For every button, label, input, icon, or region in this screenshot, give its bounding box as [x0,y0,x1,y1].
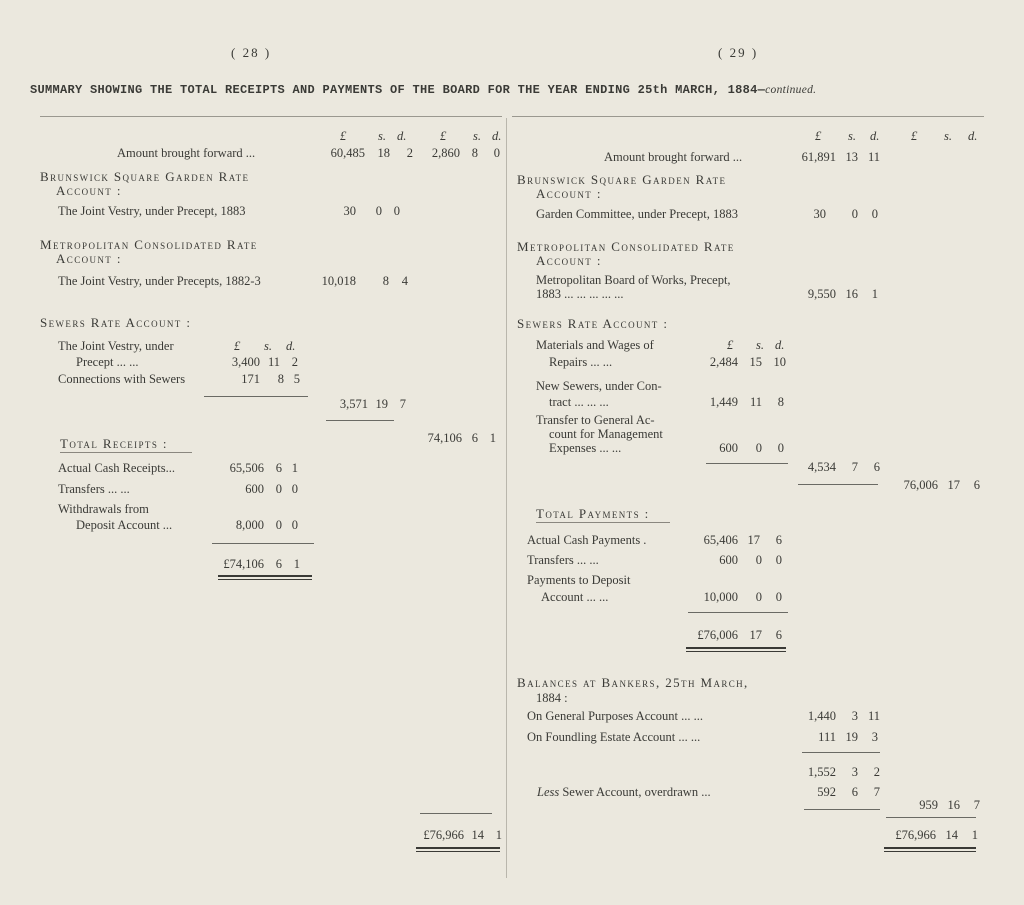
l-sew-l3-s: 8 [277,372,284,386]
r-bottom-total-amt: £76,966 [895,828,936,842]
r-sew-l5: Transfer to General Ac- [536,413,655,427]
l-sew-l2-d: 2 [291,355,298,369]
l-total-receipts-underline [60,452,192,453]
r-total-payments-heading: Total Payments : [536,506,650,521]
r-bal-amt-0: 1,440 [807,709,836,723]
l-sew-l2-amt: 3,400 [231,355,260,369]
l-tr-d-3: 0 [291,518,298,532]
l-head-d: d. [397,129,407,143]
r-sew-head-d: d. [775,338,785,352]
r-sew-head-s: s. [756,338,764,352]
r-bsg-d: 0 [871,207,878,221]
l-tr-s-3: 0 [275,518,282,532]
l-tr-s-1: 0 [275,482,282,496]
r-head-pound: £ [815,129,822,143]
r-sew-l4-s: 11 [749,395,762,409]
r-bal-sum-amt: 1,552 [807,765,836,779]
l-bf-amt: 60,485 [330,146,365,160]
l-bottom-double-rule-1 [416,847,500,849]
r-bsg-heading: Brunswick Square Garden Rate [517,172,727,187]
l-met-d: 4 [401,274,408,288]
l-bf-d2: 0 [493,146,500,160]
r-less-d: 7 [873,785,880,799]
r-tp-rule [688,612,788,613]
summary-title-text: SUMMARY SHOWING THE TOTAL RECEIPTS AND PAYMENTS OF THE BOARD FOR THE YEAR ENDING 25th MARCH, 1884— [30,83,766,97]
l-met-row-label: The Joint Vestry, under Precepts, 1882-3 [58,274,261,288]
l-sew-total-d: 7 [399,397,406,411]
l-sew-head-s: s. [264,339,272,353]
r-bal-rule [802,752,880,753]
l-head-d2: d. [492,129,502,143]
r-bf-s: 13 [845,150,858,164]
summary-title-continued: continued. [765,84,817,96]
r-sew-l4-d: 8 [777,395,784,409]
r-sew-rule [706,463,788,464]
l-bf-d: 2 [406,146,413,160]
l-tr-total-amt: £74,106 [223,557,264,571]
l-bsg-amt: 30 [343,204,356,218]
r-sew-total-s: 7 [851,460,858,474]
r-tp-d-0: 6 [775,533,782,547]
l-head-s: s. [378,129,386,143]
r-met-amt: 9,550 [807,287,836,301]
l-head-s2: s. [473,129,481,143]
l-sew-l2: Precept ... ... [76,355,139,369]
r-bottom-double-rule-2 [884,851,976,852]
r-bal-d-0: 11 [867,709,880,723]
r-sew-l7-s: 0 [755,441,762,455]
r-bsg-row-label: Garden Committee, under Precept, 1883 [536,207,739,221]
page-number-left: ( 28 ) [231,45,272,60]
l-tr-total-s: 6 [275,557,282,571]
l-head-pound: £ [340,129,347,143]
l-total-receipts-heading: Total Receipts : [60,436,168,451]
r-col2-rule [798,484,878,485]
l-sew-l1: The Joint Vestry, under [58,339,174,353]
l-bottom-total-s: 14 [471,828,484,842]
l-sew-l3: Connections with Sewers [58,372,186,386]
l-bottom-double-rule-2 [416,851,500,852]
r-head-d2: d. [968,129,978,143]
r-tp-double-rule-2 [686,651,786,652]
l-tr-d-1: 0 [291,482,298,496]
r-bf-d: 11 [867,150,880,164]
r-bottom-rule [886,817,976,818]
r-bottom-double-rule-1 [884,847,976,849]
r-bal-d-1: 3 [871,730,878,744]
l-sew-l3-amt: 171 [241,372,260,386]
l-sew-l3-d: 5 [293,372,300,386]
r-less-italic: Less [537,785,560,799]
summary-title [30,83,816,97]
r-sew-l4: tract ... ... ... [549,395,609,409]
r-head-s2: s. [944,129,952,143]
r-sew-total-amt: 4,534 [807,460,836,474]
r-sew-l7-amt: 600 [719,441,738,455]
r-tp-s-3: 0 [755,590,762,604]
l-bottom-total-d: 1 [495,828,502,842]
r-tp-s-0: 17 [747,533,760,547]
r-tp-total-d: 6 [775,628,782,642]
r-tp-label-3: Account ... ... [541,590,609,604]
l-tr-double-rule-1 [218,575,312,577]
r-sew-l3: New Sewers, under Con- [536,379,662,393]
l-tr-amt-0: 65,506 [229,461,264,475]
l-grand-s: 6 [471,431,478,445]
r-met-s: 16 [845,287,858,301]
r-bal-s-1: 19 [845,730,858,744]
r-tp-amt-0: 65,406 [703,533,738,547]
l-tr-amt-1: 600 [245,482,264,496]
r-sew-l6: count for Management [549,427,663,441]
r-tp-total-amt: £76,006 [697,628,738,642]
r-tp-total-s: 17 [749,628,762,642]
r-bf-amt: 61,891 [801,150,836,164]
l-sew-rule [204,396,308,397]
l-sew-total-amt: 3,571 [339,397,368,411]
l-grand-amt: 74,106 [427,431,462,445]
r-tp-label-0: Actual Cash Payments . [527,533,647,547]
r-bal-sum-d: 2 [873,765,880,779]
l-bsg-heading-2: Account : [56,183,122,198]
l-brought-forward-label: Amount brought forward ... [117,146,256,160]
r-less-rule [804,809,880,810]
l-col2-rule [326,420,394,421]
l-tr-s-0: 6 [275,461,282,475]
r-balances-heading-2: 1884 : [536,691,568,705]
r-met-heading-2: Account : [536,253,602,268]
page-divider [506,118,507,878]
r-tp-amt-3: 10,000 [703,590,738,604]
l-bf-s2: 8 [471,146,478,160]
l-tr-label-2: Withdrawals from [58,502,149,516]
l-bsg-row-label: The Joint Vestry, under Precept, 1883 [58,204,246,218]
l-sewers-heading: Sewers Rate Account : [40,315,192,330]
r-bal-s-0: 3 [851,709,858,723]
l-tr-rule [212,543,314,544]
page-number-right: ( 29 ) [718,45,759,60]
l-sew-total-s: 19 [375,397,388,411]
r-tp-label-1: Transfers ... ... [527,553,599,567]
r-sew-l2-s: 15 [749,355,762,369]
l-grand-d: 1 [489,431,496,445]
r-bottom-total-d: 1 [971,828,978,842]
r-sew-l2: Repairs ... ... [549,355,613,369]
l-bf-s: 18 [377,146,390,160]
l-tr-double-rule-2 [218,579,312,580]
r-sew-l7: Expenses ... ... [549,441,622,455]
l-met-s: 8 [382,274,389,288]
header-rule-left [40,116,502,117]
l-tr-label-0: Actual Cash Receipts... [58,461,175,475]
l-tr-label-3: Deposit Account ... [76,518,173,532]
r-head-d: d. [870,129,880,143]
l-tr-amt-3: 8,000 [235,518,264,532]
r-bal-amt-1: 111 [818,730,836,744]
r-net-amt: 959 [919,798,938,812]
l-bf-amt2: 2,860 [431,146,460,160]
header-rule-right [512,116,984,117]
r-head-pound2: £ [911,129,918,143]
r-sew-l2-amt: 2,484 [709,355,738,369]
r-sew-head-pound: £ [727,338,734,352]
r-net-s: 16 [947,798,960,812]
r-bottom-total-s: 14 [945,828,958,842]
r-less-s: 6 [851,785,858,799]
r-tp-d-3: 0 [775,590,782,604]
r-sewers-heading: Sewers Rate Account : [517,316,669,331]
r-head-s: s. [848,129,856,143]
l-bottom-total-amt: £76,966 [423,828,464,842]
r-grand-s: 17 [947,478,960,492]
r-bal-label-1: On Foundling Estate Account ... ... [527,730,701,744]
r-sew-total-d: 6 [873,460,880,474]
l-met-amt: 10,018 [321,274,356,288]
l-sew-head-d: d. [286,339,296,353]
l-bottom-rule [420,813,492,814]
r-sew-l2-d: 10 [773,355,786,369]
r-sew-l4-amt: 1,449 [709,395,738,409]
r-met-row-2: 1883 ... ... ... ... ... [536,287,624,301]
r-bsg-heading-2: Account : [536,186,602,201]
r-tp-double-rule-1 [686,647,786,649]
r-bsg-amt: 30 [813,207,826,221]
l-met-heading-2: Account : [56,251,122,266]
l-bsg-heading: Brunswick Square Garden Rate [40,169,250,184]
l-tr-d-0: 1 [291,461,298,475]
r-bal-sum-s: 3 [851,765,858,779]
r-met-row-1: Metropolitan Board of Works, Precept, [536,273,731,287]
r-tp-d-1: 0 [775,553,782,567]
l-sew-head-pound: £ [234,339,241,353]
r-grand-d: 6 [973,478,980,492]
r-less-amt: 592 [817,785,836,799]
r-bsg-s: 0 [851,207,858,221]
r-net-d: 7 [973,798,980,812]
r-met-d: 1 [871,287,878,301]
r-bal-label-0: On General Purposes Account ... ... [527,709,704,723]
l-sew-l2-s: 11 [267,355,280,369]
r-tp-s-1: 0 [755,553,762,567]
r-tp-amt-1: 600 [719,553,738,567]
r-less-label [537,785,711,799]
l-tr-total-d: 1 [293,557,300,571]
r-balances-heading: Balances at Bankers, 25th March, [517,675,749,690]
l-bsg-s: 0 [375,204,382,218]
r-sew-l7-d: 0 [777,441,784,455]
l-tr-label-1: Transfers ... ... [58,482,130,496]
r-total-payments-underline [536,522,670,523]
r-less-text: Sewer Account, overdrawn ... [562,785,711,799]
r-sew-l1: Materials and Wages of [536,338,654,352]
l-met-heading: Metropolitan Consolidated Rate [40,237,258,252]
l-head-pound2: £ [440,129,447,143]
l-bsg-d: 0 [393,204,400,218]
r-met-heading: Metropolitan Consolidated Rate [517,239,735,254]
r-grand-amt: 76,006 [903,478,938,492]
r-brought-forward-label: Amount brought forward ... [604,150,743,164]
r-tp-label-2: Payments to Deposit [527,573,631,587]
